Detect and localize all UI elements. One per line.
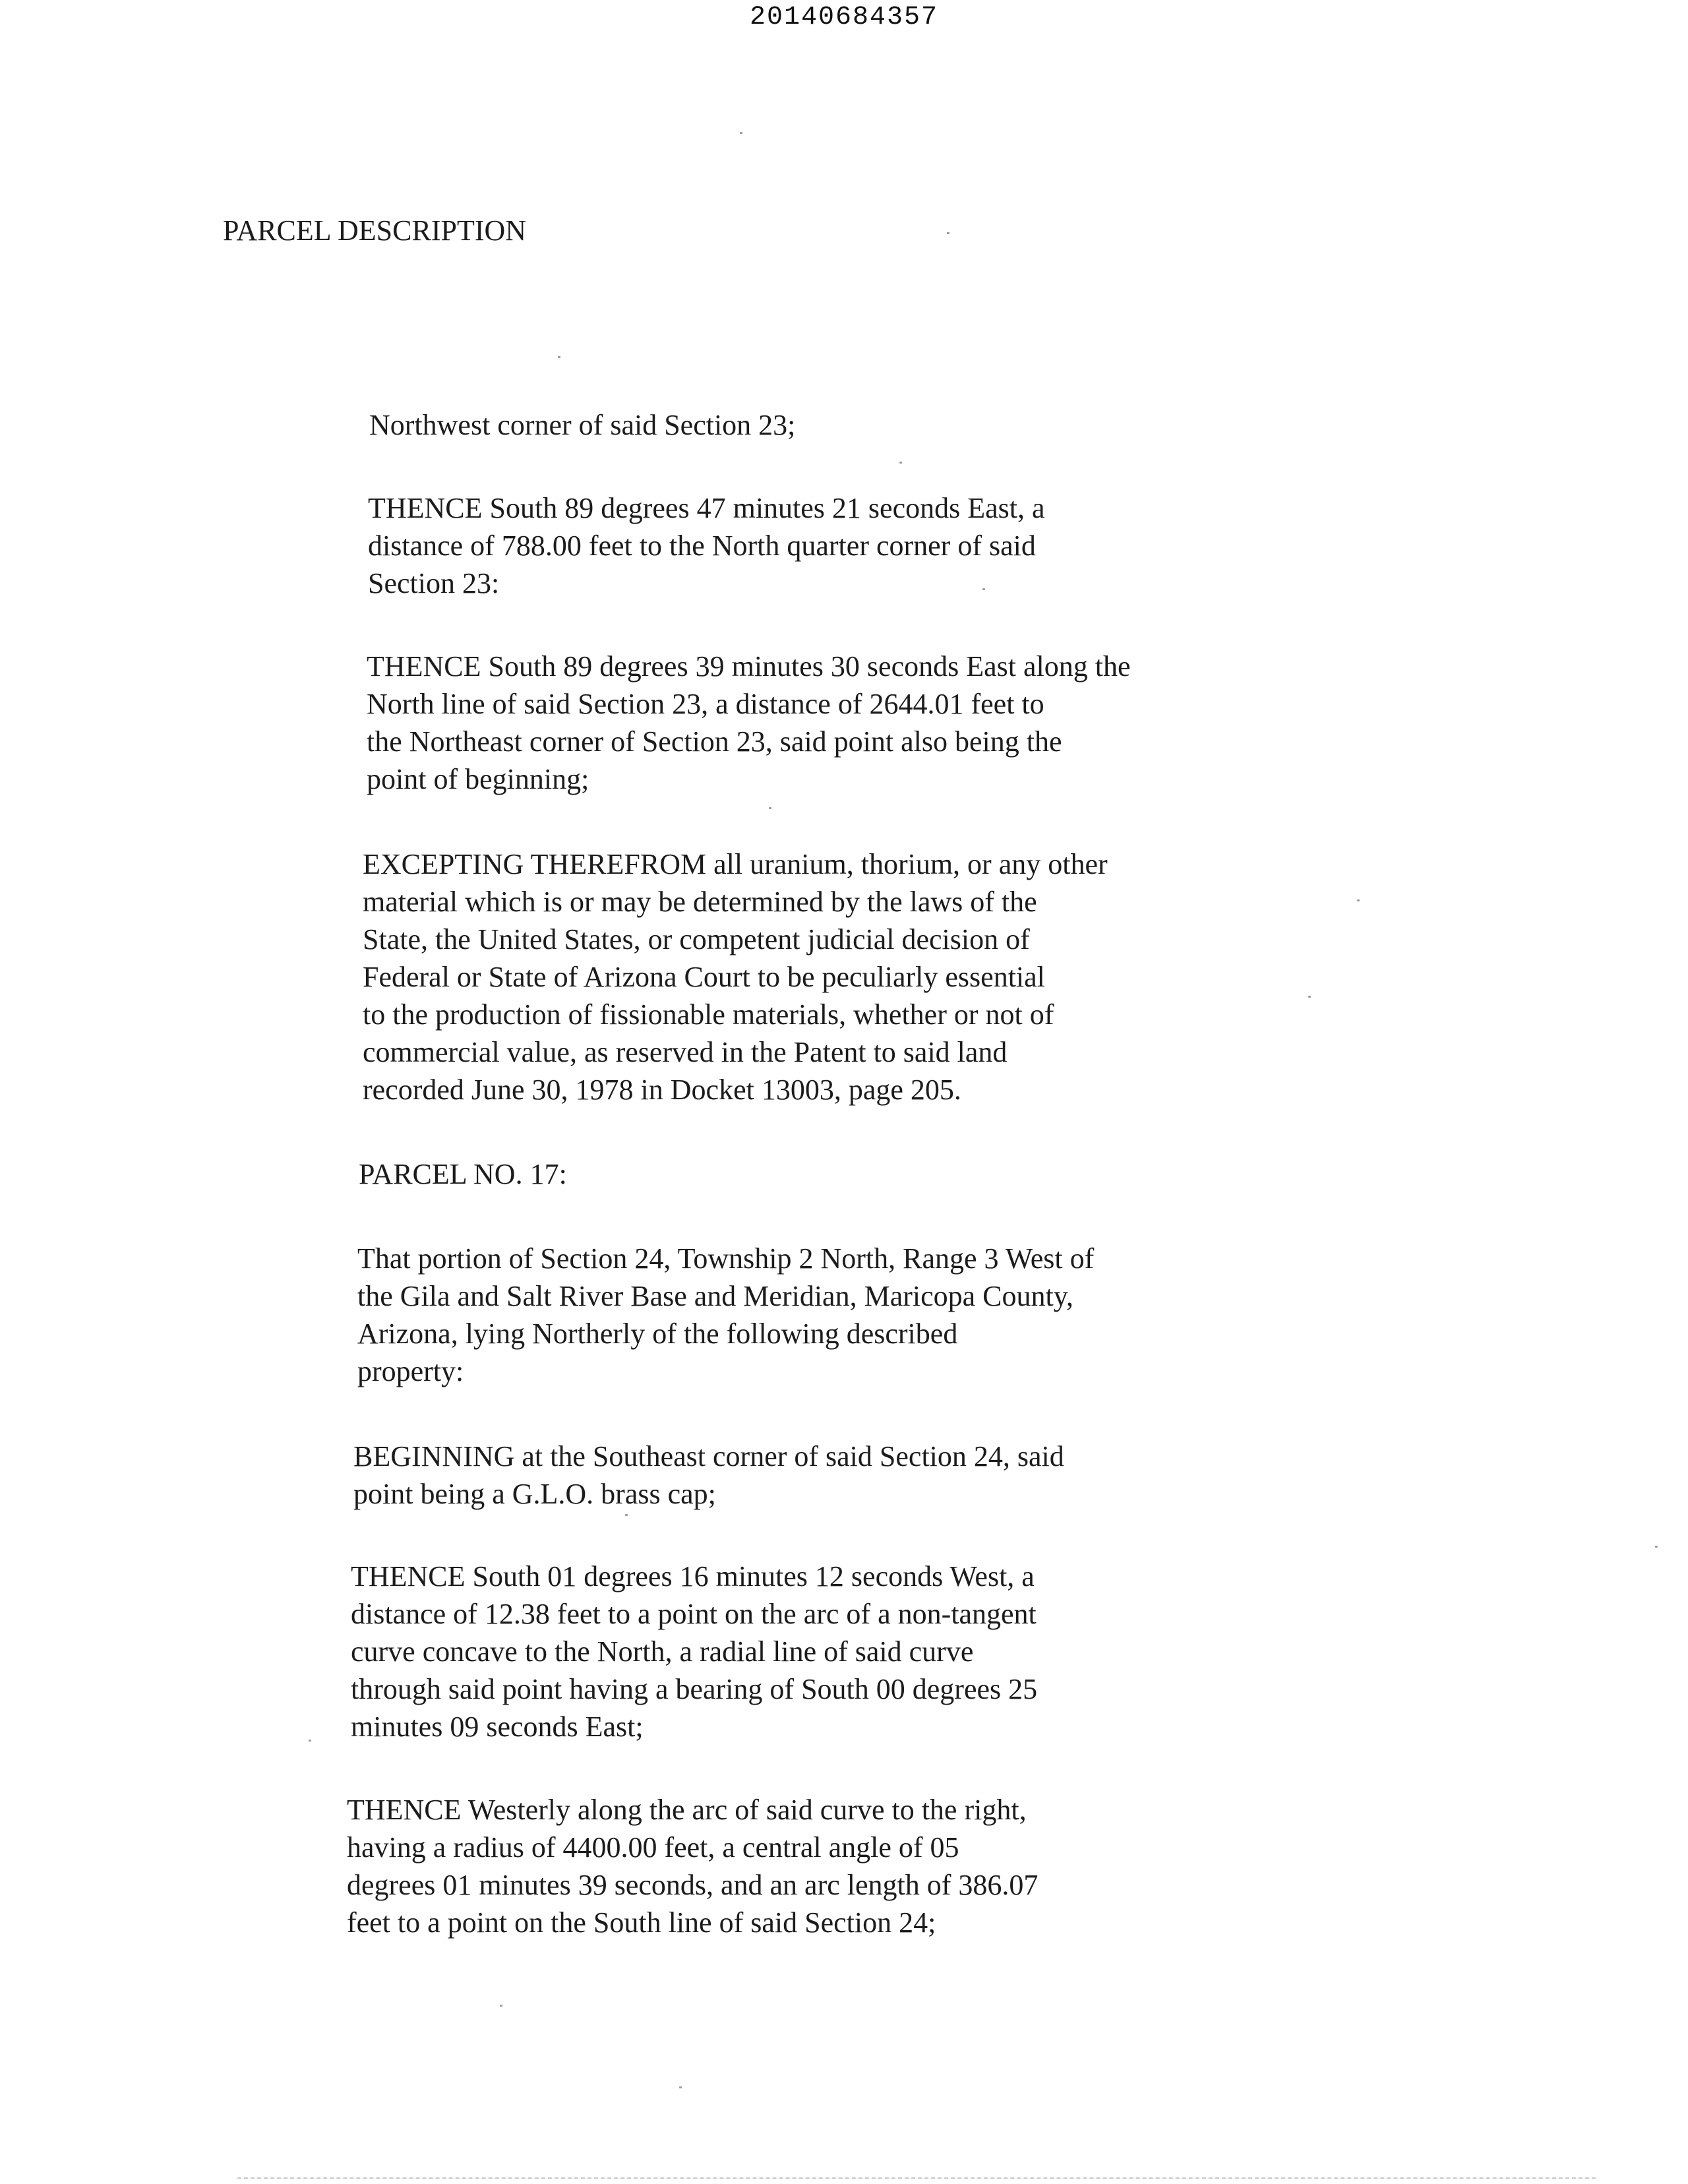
text-line: THENCE South 89 degrees 47 minutes 21 seconds East, a — [368, 492, 1045, 524]
text-line: minutes 09 seconds East; — [351, 1711, 644, 1743]
text-line: EXCEPTING THEREFROM all uranium, thorium, or any other — [363, 848, 1108, 880]
text-line: having a radius of 4400.00 feet, a central angle of 05 — [347, 1831, 959, 1864]
text-line: degrees 01 minutes 39 seconds, and an arc length of 386.07 — [347, 1869, 1039, 1901]
text-line: material which is or may be determined by the laws of the — [363, 886, 1037, 918]
scan-speck — [740, 132, 742, 134]
scan-edge-line — [237, 2177, 1596, 2179]
text-line: commercial value, as reserved in the Patent to said land — [363, 1036, 1008, 1068]
text-line: distance of 12.38 feet to a point on the arc of a non-tangent — [351, 1598, 1037, 1630]
text-line: North line of said Section 23, a distance of 2644.01 feet to — [367, 688, 1044, 720]
paragraph-northwest-corner — [369, 406, 795, 444]
paragraph-parcel-number — [359, 1155, 567, 1193]
scan-speck — [769, 807, 771, 809]
scan-speck — [1308, 996, 1311, 998]
paragraph-thence-northeast-corner — [367, 648, 1130, 798]
text-line: to the production of fissionable materials, whether or not of — [363, 998, 1054, 1031]
text-line: Section 23: — [368, 567, 500, 599]
paragraph-section-24-portion — [357, 1240, 1094, 1390]
text-line: Northwest corner of said Section 23; — [369, 409, 796, 441]
paragraph-thence-radial-line — [351, 1558, 1037, 1745]
scan-speck — [1655, 1546, 1658, 1548]
text-line: the Gila and Salt River Base and Meridian, Maricopa County, — [357, 1280, 1073, 1312]
recording-number: 20140684357 — [749, 3, 939, 32]
text-line: BEGINNING at the Southeast corner of said Section 24, said — [353, 1440, 1064, 1472]
text-line: THENCE South 01 degrees 16 minutes 12 seconds West, a — [351, 1560, 1035, 1592]
section-heading: PARCEL DESCRIPTION — [223, 214, 527, 247]
text-line: distance of 788.00 feet to the North quarter corner of said — [368, 530, 1036, 562]
text-line: That portion of Section 24, Township 2 North, Range 3 West of — [357, 1242, 1095, 1275]
scan-speck — [679, 2086, 682, 2088]
text-line: recorded June 30, 1978 in Docket 13003, page 205. — [363, 1074, 961, 1106]
text-line: point of beginning; — [367, 763, 589, 795]
paragraph-thence-north-quarter — [368, 489, 1045, 602]
scan-speck — [947, 232, 950, 234]
text-line: point being a G.L.O. brass cap; — [353, 1478, 716, 1510]
scan-speck — [899, 462, 902, 464]
text-line: THENCE South 89 degrees 39 minutes 30 seconds East along the — [367, 650, 1131, 682]
scan-speck — [309, 1740, 311, 1742]
text-line: Federal or State of Arizona Court to be peculiarly essential — [363, 961, 1045, 993]
text-line: Arizona, lying Northerly of the following described — [357, 1318, 958, 1350]
text-line: PARCEL NO. 17: — [359, 1158, 567, 1190]
text-line: the Northeast corner of Section 23, said point also being the — [367, 725, 1062, 758]
text-line: curve concave to the North, a radial line of said curve — [351, 1635, 974, 1668]
scan-speck — [982, 588, 985, 590]
scan-speck — [1357, 899, 1360, 901]
text-line: feet to a point on the South line of said Section 24; — [347, 1906, 936, 1939]
scan-speck — [558, 356, 560, 358]
paragraph-excepting-therefrom — [363, 845, 1108, 1108]
paragraph-thence-westerly-arc — [347, 1791, 1038, 1941]
text-line: through said point having a bearing of South 00 degrees 25 — [351, 1673, 1038, 1705]
text-line: THENCE Westerly along the arc of said curve to the right, — [347, 1794, 1027, 1826]
scan-speck — [625, 1514, 628, 1516]
scan-speck — [500, 2005, 502, 2007]
paragraph-beginning — [353, 1438, 1064, 1513]
text-line: State, the United States, or competent judicial decision of — [363, 923, 1030, 956]
text-line: property: — [357, 1355, 464, 1387]
